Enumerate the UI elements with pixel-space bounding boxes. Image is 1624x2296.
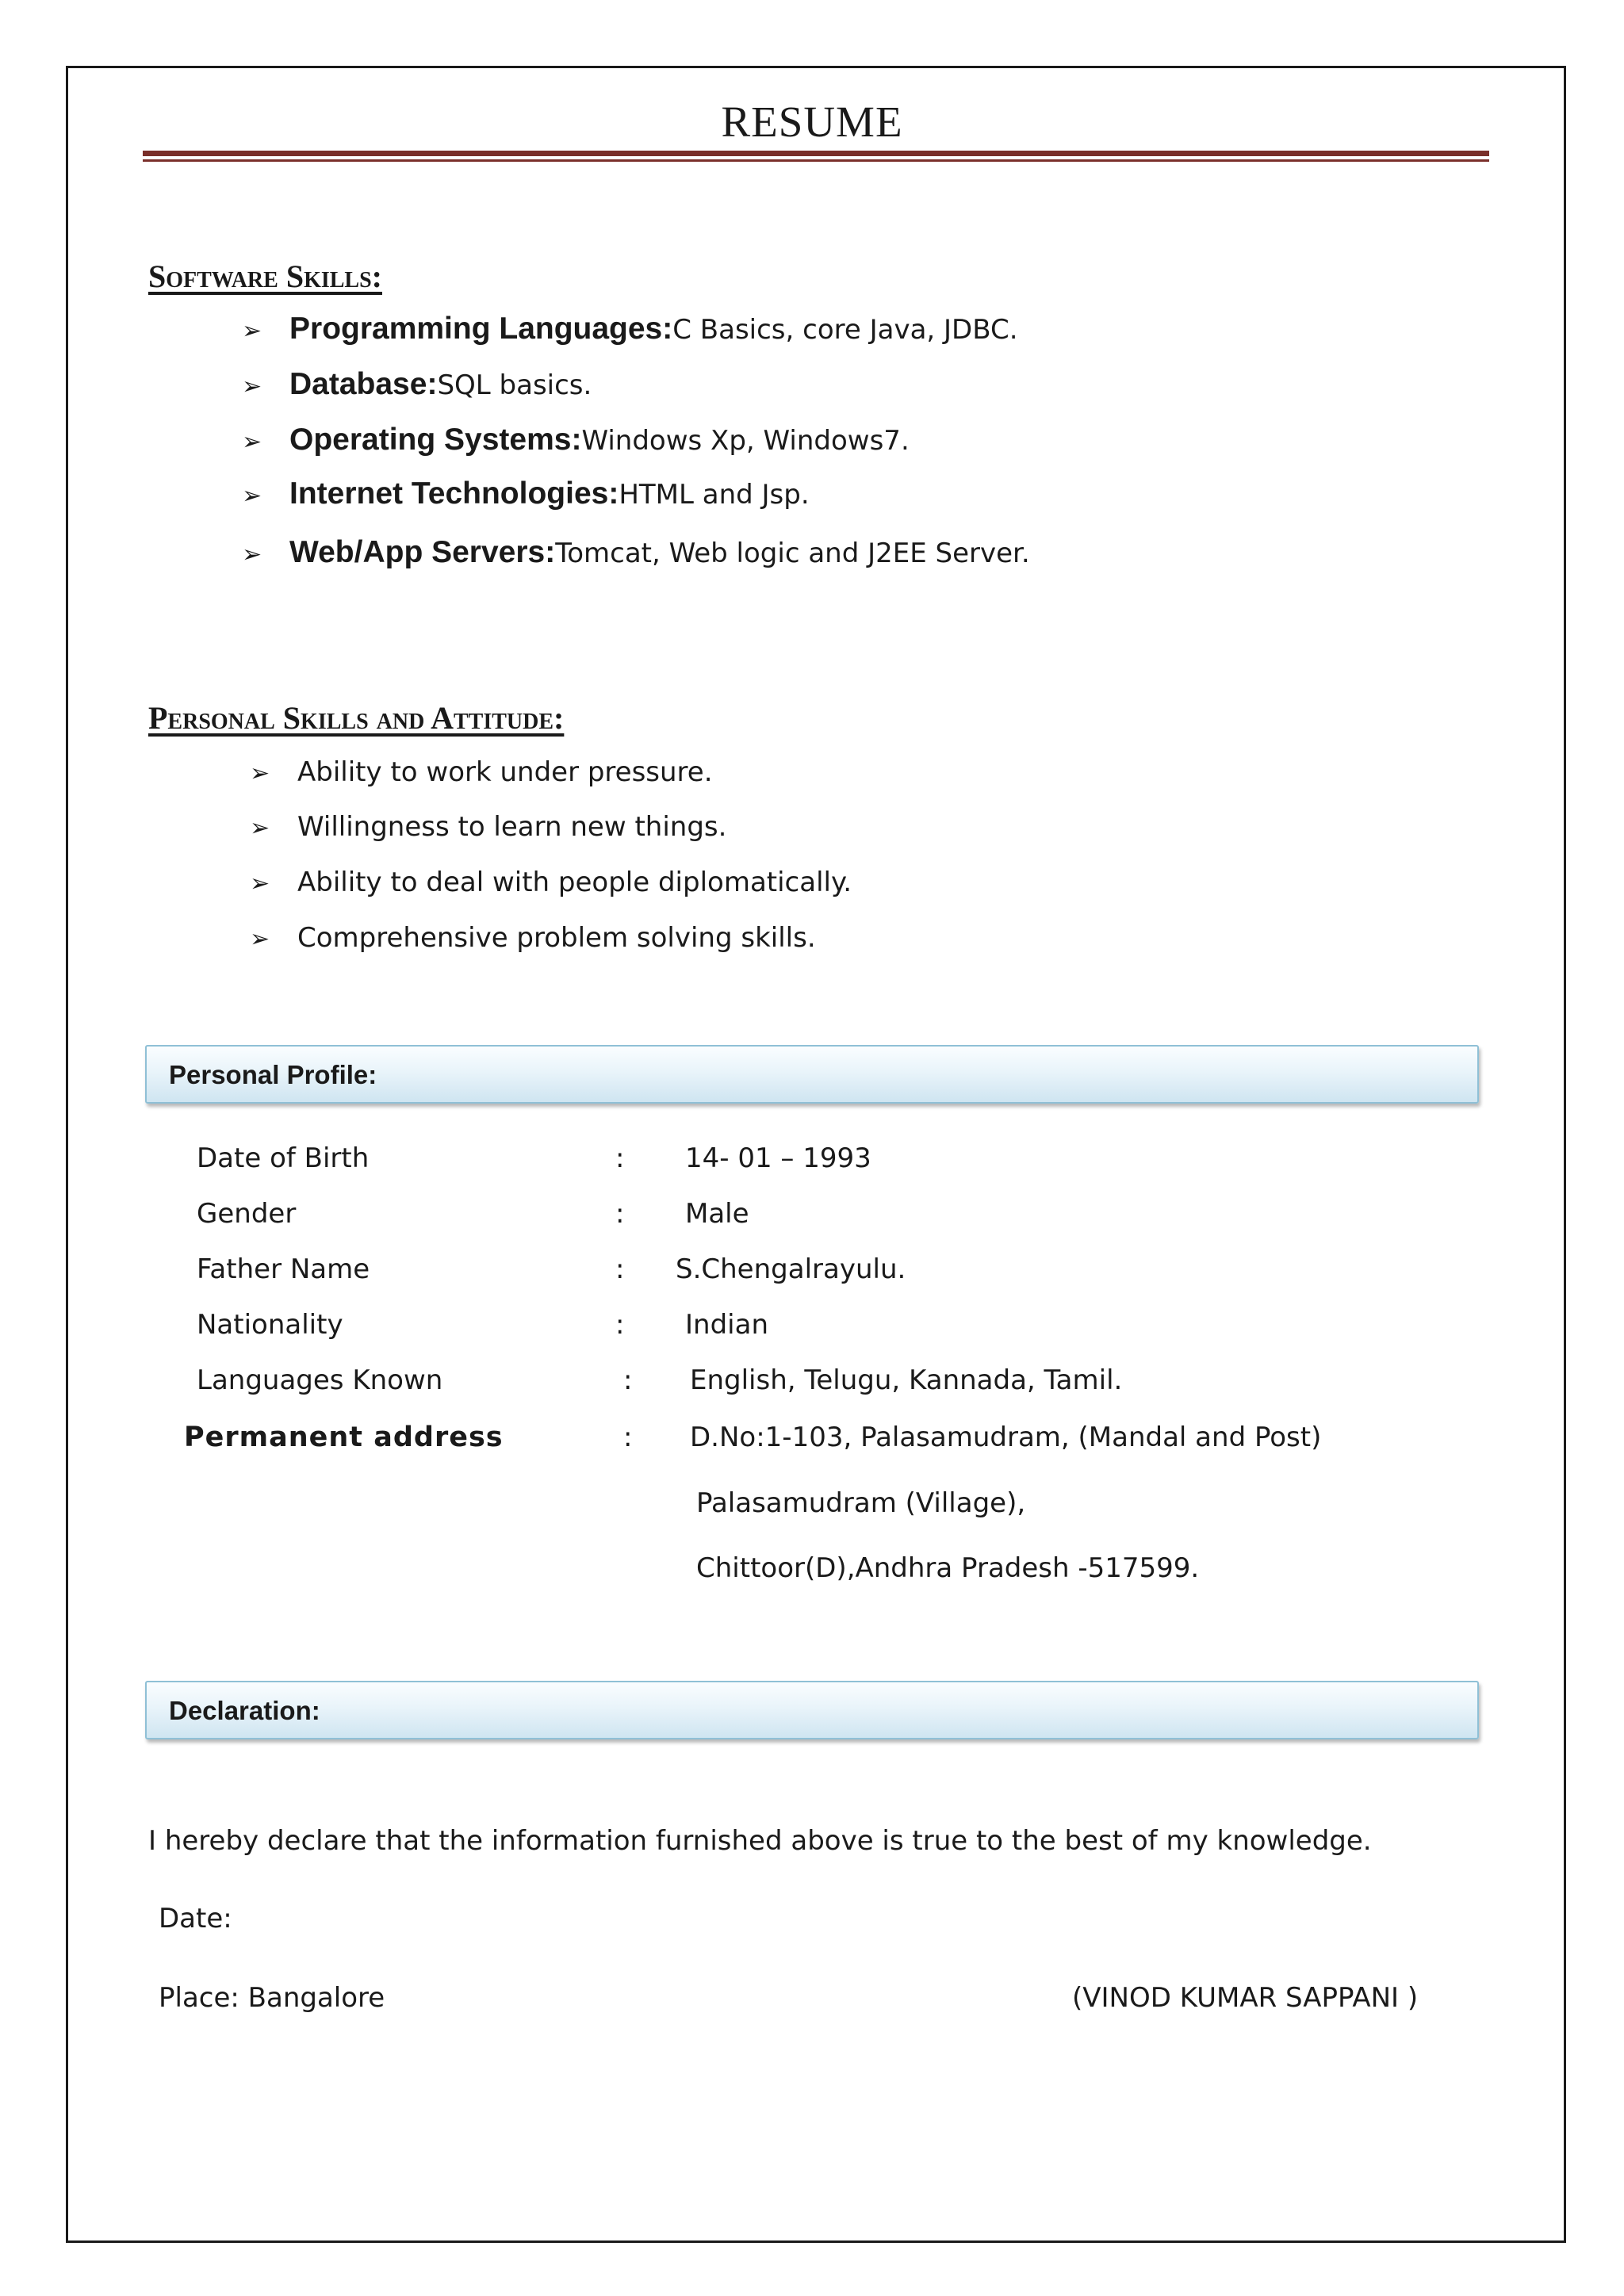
profile-value: Indian	[685, 1309, 768, 1341]
profile-label: Date of Birth	[197, 1142, 370, 1174]
attitude-text: Ability to deal with people diplomatically.	[297, 867, 852, 898]
skill-value: Windows Xp, Windows7.	[581, 425, 910, 457]
skill-label: Web/App Servers:	[289, 535, 556, 569]
profile-separator: :	[615, 1309, 625, 1341]
signature-name: (VINOD KUMAR SAPPANI )	[1072, 1982, 1419, 2014]
title-rule-thin	[143, 159, 1489, 162]
profile-label: Languages Known	[197, 1364, 443, 1396]
attitude-text: Willingness to learn new things.	[297, 811, 727, 843]
software-skill-item	[242, 423, 910, 457]
skill-value: Tomcat, Web logic and J2EE Server.	[555, 538, 1030, 569]
profile-label: Father Name	[197, 1253, 370, 1285]
profile-separator: :	[615, 1253, 625, 1285]
title-rule	[143, 151, 1489, 156]
arrowhead-bullet-icon: ➢	[250, 814, 270, 842]
profile-separator: :	[623, 1364, 633, 1396]
skill-separator: :	[662, 312, 673, 346]
attitude-item	[250, 867, 852, 898]
attitude-item	[250, 756, 713, 788]
profile-label: Permanent address	[184, 1422, 504, 1453]
profile-value: D.No:1-103, Palasamudram, (Mandal and Post)	[690, 1422, 1322, 1453]
profile-value: 14- 01 – 1993	[685, 1142, 871, 1174]
declaration-band	[145, 1681, 1479, 1739]
attitude-text: Ability to work under pressure.	[297, 756, 713, 788]
profile-value: English, Telugu, Kannada, Tamil.	[690, 1364, 1123, 1396]
attitude-item	[250, 922, 816, 954]
skill-label: Programming Languages	[289, 312, 663, 346]
skill-separator: :	[608, 476, 619, 511]
software-skills-heading: Software Skills:	[148, 258, 382, 294]
software-skill-item	[242, 367, 592, 402]
profile-value: Male	[685, 1198, 749, 1230]
skill-label: Database	[289, 367, 427, 401]
arrowhead-bullet-icon: ➢	[242, 317, 262, 345]
arrowhead-bullet-icon: ➢	[242, 373, 262, 400]
skill-value: SQL basics.	[437, 369, 592, 401]
place-label: Place: Bangalore	[159, 1982, 385, 2014]
attitude-item	[250, 811, 726, 843]
profile-separator: :	[615, 1142, 625, 1174]
personal-profile-heading: Personal Profile:	[169, 1060, 377, 1089]
skill-separator: :	[571, 423, 582, 457]
skill-label: Internet Technologies	[289, 476, 609, 511]
software-skill-item	[242, 312, 1018, 346]
attitude-text: Comprehensive problem solving skills.	[297, 922, 816, 954]
profile-label: Nationality	[197, 1309, 343, 1341]
declaration-heading: Declaration:	[169, 1696, 320, 1725]
arrowhead-bullet-icon: ➢	[242, 428, 262, 456]
address-text: Palasamudram (Village),	[696, 1487, 1026, 1519]
page-title: RESUME	[721, 98, 903, 146]
software-skill-item	[242, 476, 810, 511]
profile-separator: :	[615, 1198, 625, 1230]
arrowhead-bullet-icon: ➢	[242, 482, 262, 510]
profile-separator: :	[623, 1422, 633, 1453]
arrowhead-bullet-icon: ➢	[250, 760, 270, 787]
personal-profile-band	[145, 1045, 1479, 1104]
declaration-statement: I hereby declare that the information furnished above is true to the best of my knowledge.	[148, 1825, 1372, 1857]
skill-value: C Basics, core Java, JDBC.	[672, 314, 1018, 346]
address-text: Chittoor(D),Andhra Pradesh -517599.	[696, 1552, 1200, 1584]
profile-label: Gender	[197, 1198, 297, 1230]
profile-value: S.Chengalrayulu.	[676, 1253, 906, 1285]
arrowhead-bullet-icon: ➢	[242, 541, 262, 568]
date-label: Date:	[159, 1903, 232, 1934]
skill-label: Operating Systems	[289, 423, 572, 457]
arrowhead-bullet-icon: ➢	[250, 870, 270, 897]
skill-separator: :	[427, 367, 438, 401]
software-skill-item	[242, 535, 1030, 570]
personal-skills-heading: Personal Skills and Attitude:	[148, 700, 565, 736]
skill-value: HTML and Jsp.	[619, 479, 810, 511]
arrowhead-bullet-icon: ➢	[250, 925, 270, 953]
